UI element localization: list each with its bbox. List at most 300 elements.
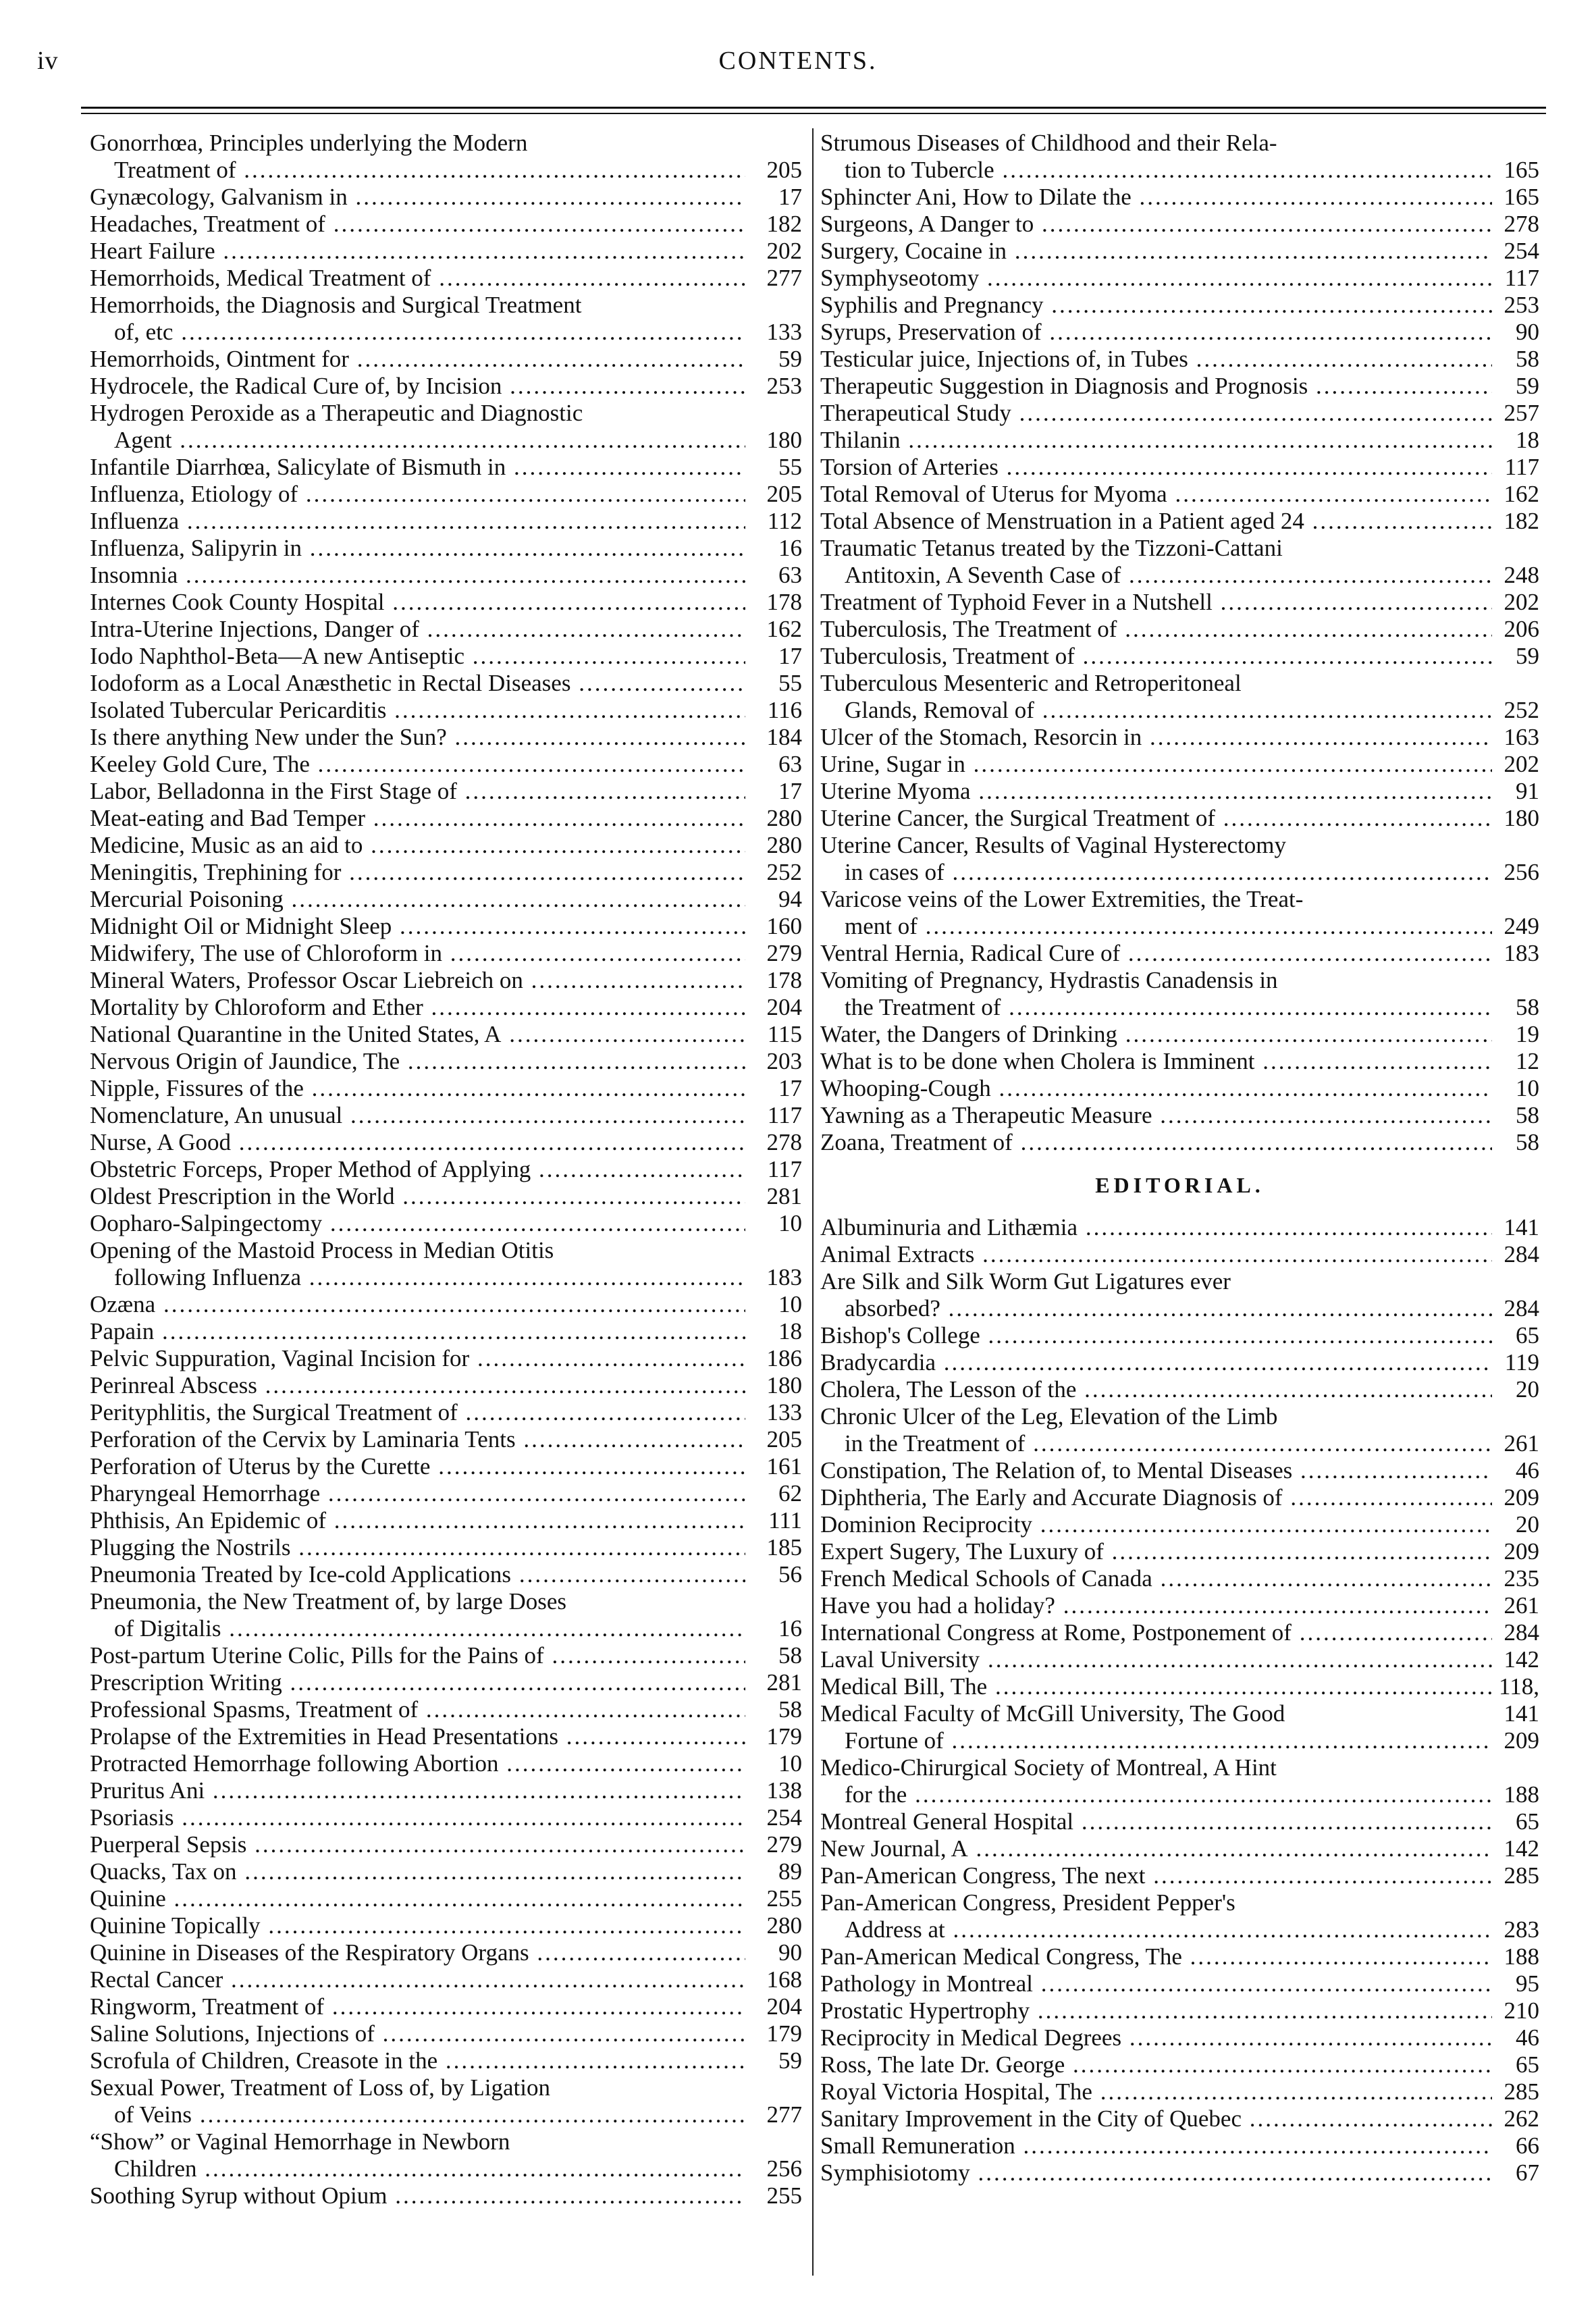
entry-title-line: Tuberculosis, The Treatment of ..... [820,616,1492,643]
entry-title-line: Testicular juice, Injections of, in Tubes ..... [820,346,1492,373]
entry-title [90,1318,745,1345]
index-entry [90,1831,802,1858]
entry-title-line: Dominion Reciprocity ..... [820,1511,1492,1538]
entry-title-line: French Medical Schools of Canada ..... [820,1565,1492,1592]
entry-title [90,913,745,940]
entry-page-number: 284 [1504,1619,1539,1646]
entry-page-number: 179 [766,2020,802,2047]
entry-title-line: Obstetric Forceps, Proper Method of Applying ..... [90,1156,745,1183]
index-entry [820,616,1539,643]
index-entry [820,1700,1539,1754]
entry-title [90,1102,745,1129]
entry-page-number: 17 [778,778,802,804]
entry-title-line: Perinreal Abscess ..... [90,1372,745,1399]
entry-page-number: 281 [766,1669,802,1696]
entry-title-line: International Congress at Rome, Postponement of ..... [820,1619,1492,1646]
entry-title-line: Meat-eating and Bad Temper ..... [90,805,745,832]
index-entry [90,1588,802,1642]
index-entry [90,2020,802,2047]
entry-title-line: Pan-American Congress, President Pepper's [820,1889,1235,1916]
entry-title [820,265,1492,292]
index-entry [820,778,1539,805]
index-entry [90,1750,802,1777]
entry-page-number: 59 [1516,373,1539,399]
index-entry [820,2078,1539,2105]
entry-title-line: absorbed? ..... [820,1295,1492,1322]
entry-title-line: Montreal General Hospital ..... [820,1808,1492,1835]
index-entry [820,373,1539,400]
index-entry [820,1835,1539,1862]
entry-page-number: 142 [1504,1835,1539,1862]
index-entry [90,1102,802,1129]
index-entry [90,886,802,913]
entry-page-number: 278 [766,1129,802,1155]
entry-title-line: Agent ..... [90,427,745,454]
index-entry [820,2105,1539,2132]
entry-title [90,1669,745,1696]
entry-title [90,1480,745,1507]
entry-title [820,1349,1492,1376]
entry-title-line: in cases of ..... [820,859,1492,886]
entry-title-line: Pneumonia, the New Treatment of, by large Doses [90,1588,567,1615]
editorial-entries [820,1214,1539,2186]
index-entry [820,400,1539,427]
header-rule [81,107,1546,109]
entry-title-line: Uterine Cancer, the Surgical Treatment of ..... [820,805,1492,832]
entry-title [90,643,745,670]
entry-title [90,1966,745,1993]
index-entry [90,1129,802,1156]
entry-title-line: Sanitary Improvement in the City of Quebec ..... [820,2105,1492,2132]
entry-title [820,427,1492,454]
entry-title-line: in the Treatment of ..... [820,1430,1492,1457]
entry-title-line: Water, the Dangers of Drinking ..... [820,1021,1492,1048]
entry-page-number: 91 [1516,778,1539,804]
entry-page-number: 58 [1516,994,1539,1020]
entry-title [820,940,1492,967]
entry-title-line: Uterine Cancer, Results of Vaginal Hysterectomy [820,832,1286,858]
entry-title [820,346,1492,373]
index-entry [820,2024,1539,2051]
entry-page-number: 63 [778,562,802,588]
entry-page-number: 204 [766,1993,802,2020]
entry-title [90,994,745,1021]
entry-title [820,778,1492,805]
entry-title [90,1723,745,1750]
index-entry [90,1453,802,1480]
index-entry [90,994,802,1021]
entry-page-number: 184 [766,724,802,750]
index-entry [90,1291,802,1318]
entry-title-line: Medical Faculty of McGill University, The Good [820,1700,1285,1727]
entry-title [820,1619,1492,1646]
entry-title-line: Nipple, Fissures of the ..... [90,1075,745,1102]
entry-title-line: Protracted Hemorrhage following Abortion ..... [90,1750,745,1777]
index-entry [90,697,802,724]
entry-title [820,1592,1492,1619]
index-entry [820,589,1539,616]
index-entry [90,373,802,400]
entry-page-number: 161 [766,1453,802,1479]
index-entry [90,265,802,292]
index-entry [90,184,802,211]
index-column-right [820,130,1539,2186]
entry-title-line: Syphilis and Pregnancy ..... [820,292,1492,319]
index-entry [820,1862,1539,1889]
entry-page-number: 284 [1504,1241,1539,1267]
entry-title-line: Pruritus Ani ..... [90,1777,745,1804]
entry-title [90,1426,745,1453]
index-entry [90,1345,802,1372]
index-entry [90,724,802,751]
entry-title [820,2159,1492,2186]
entry-page-number: 95 [1516,1970,1539,1997]
entry-title-line: Pan-American Congress, The next ..... [820,1862,1492,1889]
entry-page-number: 111 [768,1507,802,1534]
entry-title-line: Treatment of Typhoid Fever in a Nutshell ..... [820,589,1492,616]
entry-title [90,724,745,751]
entry-title [820,1511,1492,1538]
index-entry [820,319,1539,346]
entry-title-line: Isolated Tubercular Pericarditis ..... [90,697,745,724]
entry-title [90,1345,745,1372]
index-column-left [90,130,802,2209]
index-entry [820,832,1539,886]
entry-title-line: Headaches, Treatment of ..... [90,211,745,238]
entry-page-number: 280 [766,1912,802,1939]
entry-page-number: 280 [766,805,802,831]
index-entry [90,508,802,535]
entry-page-number: 59 [778,2047,802,2074]
entry-title-line: Torsion of Arteries ..... [820,454,1492,481]
entry-title-line: Varicose veins of the Lower Extremities, the Treat- [820,886,1304,912]
entry-title [820,2105,1492,2132]
index-entry [90,643,802,670]
index-entry [90,130,802,184]
entry-title-line: Quinine ..... [90,1885,745,1912]
entry-page-number: 209 [1504,1727,1539,1754]
entry-title-line: Mineral Waters, Professor Oscar Liebreich on ..... [90,967,745,994]
entry-title [90,292,745,346]
entry-title-line: Gonorrhœa, Principles underlying the Modern [90,130,528,156]
index-entry [820,1349,1539,1376]
entry-title-line: Ringworm, Treatment of ..... [90,1993,745,2020]
entry-title-line: Sexual Power, Treatment of Loss of, by Ligation [90,2074,551,2101]
index-entry [820,130,1539,184]
entry-title [90,1939,745,1966]
entry-title-line: Laval University ..... [820,1646,1492,1673]
index-entry [90,1372,802,1399]
entry-page-number: 46 [1516,1457,1539,1484]
entry-title-line: Hemorrhoids, Ointment for ..... [90,346,745,373]
index-entry [820,1943,1539,1970]
entry-title-line: Whooping-Cough ..... [820,1075,1492,1102]
entry-page-number: 17 [778,643,802,669]
entry-title [90,1858,745,1885]
entry-title-line: National Quarantine in the United States, A ..... [90,1021,745,1048]
index-entry [820,1484,1539,1511]
entry-page-number: 261 [1504,1592,1539,1619]
entry-page-number: 255 [766,2182,802,2209]
entry-title-line: Reciprocity in Medical Degrees ..... [820,2024,1492,2051]
entry-title [820,1102,1492,1129]
entry-page-number: 209 [1504,1484,1539,1511]
index-entry [90,751,802,778]
entry-title-line: tion to Tubercle ..... [820,157,1492,184]
entry-title [90,1210,745,1237]
entry-title [90,1993,745,2020]
index-entry [90,1912,802,1939]
entry-page-number: 277 [766,265,802,291]
entry-title-line: New Journal, A ..... [820,1835,1492,1862]
index-entry [820,508,1539,535]
entry-title [90,1588,745,1642]
index-entry [820,1214,1539,1241]
index-entry [90,2047,802,2074]
entry-page-number: 281 [766,1183,802,1209]
entry-title [820,1538,1492,1565]
entry-page-number: 204 [766,994,802,1020]
index-entry [90,211,802,238]
entry-title-line: Medicine, Music as an aid to ..... [90,832,745,859]
entry-page-number: 90 [778,1939,802,1966]
entry-title [90,1021,745,1048]
entry-page-number: 256 [766,2155,802,2182]
entry-title-line: Keeley Gold Cure, The ..... [90,751,745,778]
index-entry [820,940,1539,967]
entry-title [90,967,745,994]
entry-title [90,2020,745,2047]
entry-page-number: 255 [766,1885,802,1912]
entry-title-line: Phthisis, An Epidemic of ..... [90,1507,745,1534]
entry-title-line: Prescription Writing ..... [90,1669,745,1696]
entry-title-line: Pelvic Suppuration, Vaginal Incision for ..... [90,1345,745,1372]
index-entry [820,2051,1539,2078]
entry-page-number: 165 [1504,184,1539,210]
entry-title-line: Animal Extracts ..... [820,1241,1492,1268]
index-entry [820,886,1539,940]
entry-page-number: 248 [1504,562,1539,588]
entry-page-number: 253 [1504,292,1539,318]
entry-title [90,1642,745,1669]
entry-title-line: Syrups, Preservation of ..... [820,319,1492,346]
entry-title-line: Opening of the Mastoid Process in Median Otitis [90,1237,554,1263]
entry-page-number: 118, 141 [1499,1673,1539,1727]
entry-title [90,400,745,454]
entry-page-number: 117 [1504,454,1539,480]
entry-page-number: 18 [1516,427,1539,453]
entry-title-line: Perforation of Uterus by the Curette ..... [90,1453,745,1480]
entry-title-line: Strumous Diseases of Childhood and their Rela- [820,130,1277,156]
entry-title [820,1376,1492,1403]
entry-page-number: 186 [766,1345,802,1371]
entry-title [820,1565,1492,1592]
entry-title-line: Ulcer of the Stomach, Resorcin in ..... [820,724,1492,751]
entry-page-number: 138 [766,1777,802,1804]
entry-title [90,2182,745,2209]
entry-title [820,2024,1492,2051]
entry-page-number: 179 [766,1723,802,1750]
entry-title [820,1129,1492,1156]
index-entry [820,454,1539,481]
entry-title [820,184,1492,211]
index-entry [820,967,1539,1021]
entry-title-line: Is there anything New under the Sun? ..... [90,724,745,751]
entry-title-line: Pathology in Montreal ..... [820,1970,1492,1997]
entry-title [90,211,745,238]
index-entry [90,1021,802,1048]
entry-title-line: Oldest Prescription in the World ..... [90,1183,745,1210]
entry-title [820,535,1492,589]
entry-title [820,211,1492,238]
index-entry [90,292,802,346]
entry-page-number: 254 [766,1804,802,1831]
entry-title-line: Iodo Naphthol-Beta—A new Antiseptic ..... [90,643,745,670]
index-entry [90,859,802,886]
entry-title-line: Internes Cook County Hospital ..... [90,589,745,616]
entry-title [90,2047,745,2074]
entry-page-number: 67 [1516,2159,1539,2186]
entry-title-line: Rectal Cancer ..... [90,1966,745,1993]
entry-page-number: 203 [766,1048,802,1074]
entry-title-line: Quacks, Tax on ..... [90,1858,745,1885]
index-entry [820,1997,1539,2024]
index-entry [820,238,1539,265]
index-entry [90,1669,802,1696]
index-entry [90,1561,802,1588]
entry-title-line: Cholera, The Lesson of the ..... [820,1376,1492,1403]
entry-title [820,1457,1492,1484]
entry-title [820,1970,1492,1997]
entry-title-line: Hydrogen Peroxide as a Therapeutic and Diagnostic [90,400,583,426]
entry-page-number: 235 [1504,1565,1539,1592]
index-entry [820,1048,1539,1075]
index-entry [820,535,1539,589]
entry-page-number: 202 [1504,589,1539,615]
entry-title-line: following Influenza ..... [90,1264,745,1291]
entry-page-number: 55 [778,454,802,480]
entry-page-number: 10 [1516,1075,1539,1101]
index-entry [820,1129,1539,1156]
entry-title [820,2051,1492,2078]
entry-page-number: 58 [1516,346,1539,372]
entry-title-line: Address at ..... [820,1916,1492,1943]
entry-title-line: Diphtheria, The Early and Accurate Diagnosis of ..... [820,1484,1492,1511]
entry-page-number: 210 [1504,1997,1539,2024]
entry-title [90,751,745,778]
entry-title [90,2128,745,2182]
entry-title [820,1808,1492,1835]
index-entry [90,1318,802,1345]
entry-title-line: Zoana, Treatment of ..... [820,1129,1492,1156]
entry-page-number: 182 [766,211,802,237]
index-entry [90,2074,802,2128]
entry-page-number: 256 [1504,859,1539,885]
index-entry [90,562,802,589]
entry-title-line: Meningitis, Trephining for ..... [90,859,745,886]
entry-page-number: 46 [1516,2024,1539,2051]
entry-page-number: 141 [1504,1214,1539,1240]
entry-title [820,643,1492,670]
index-entry [90,670,802,697]
index-entry [90,2128,802,2182]
index-entry [820,184,1539,211]
entry-title-line: Nomenclature, An unusual ..... [90,1102,745,1129]
entry-title [820,454,1492,481]
index-entry [820,1075,1539,1102]
index-entry [90,1858,802,1885]
entry-title [90,184,745,211]
entry-title-line: Thilanin ..... [820,427,1492,454]
index-entry [820,805,1539,832]
index-entry [820,292,1539,319]
entry-title [90,1453,745,1480]
entry-page-number: 59 [1516,643,1539,669]
entry-title [90,346,745,373]
index-entry [90,1804,802,1831]
index-entry [90,1210,802,1237]
index-entry [820,1268,1539,1322]
entry-title [90,1534,745,1561]
index-entry [90,1048,802,1075]
entry-page-number: 249 [1504,913,1539,939]
entry-page-number: 178 [766,967,802,993]
index-entry [820,1241,1539,1268]
entry-title [90,535,745,562]
entry-title [90,1129,745,1156]
entry-title [90,832,745,859]
entry-title [820,1943,1492,1970]
entry-page-number: 16 [778,535,802,561]
entry-page-number: 55 [778,670,802,696]
entry-title [90,940,745,967]
entry-page-number: 180 [1504,805,1539,831]
entry-title [820,319,1492,346]
index-entry [90,913,802,940]
entry-title [820,1754,1492,1808]
entry-page-number: 58 [778,1696,802,1723]
index-entry [820,1619,1539,1646]
entry-title [90,1291,745,1318]
entry-title-line: Influenza ..... [90,508,745,535]
entry-title [820,400,1492,427]
entry-page-number: 178 [766,589,802,615]
editorial-heading: EDITORIAL. [1095,1173,1265,1197]
entry-page-number: 115 [767,1021,802,1047]
entry-title [90,1750,745,1777]
entry-title [90,1885,745,1912]
index-entry [90,1642,802,1669]
entry-title-line: Quinine Topically ..... [90,1912,745,1939]
index-entry [90,1183,802,1210]
entry-title-line: Pharyngeal Hemorrhage ..... [90,1480,745,1507]
index-entry [90,589,802,616]
running-head: CONTENTS. [718,47,878,75]
index-entry [820,265,1539,292]
entry-title-line: Medico-Chirurgical Society of Montreal, A Hint [820,1754,1277,1781]
entry-title-line: Influenza, Etiology of ..... [90,481,745,508]
entry-title [820,805,1492,832]
entry-title-line: the Treatment of ..... [820,994,1492,1021]
entry-page-number: 65 [1516,1808,1539,1835]
entry-page-number: 65 [1516,1322,1539,1348]
entry-title [90,1183,745,1210]
entry-page-number: 18 [778,1318,802,1344]
entry-page-number: 278 [1504,211,1539,237]
entry-page-number: 133 [766,1399,802,1425]
index-entry [820,1970,1539,1997]
entry-title-line: Vomiting of Pregnancy, Hydrastis Canadensis in [820,967,1278,993]
